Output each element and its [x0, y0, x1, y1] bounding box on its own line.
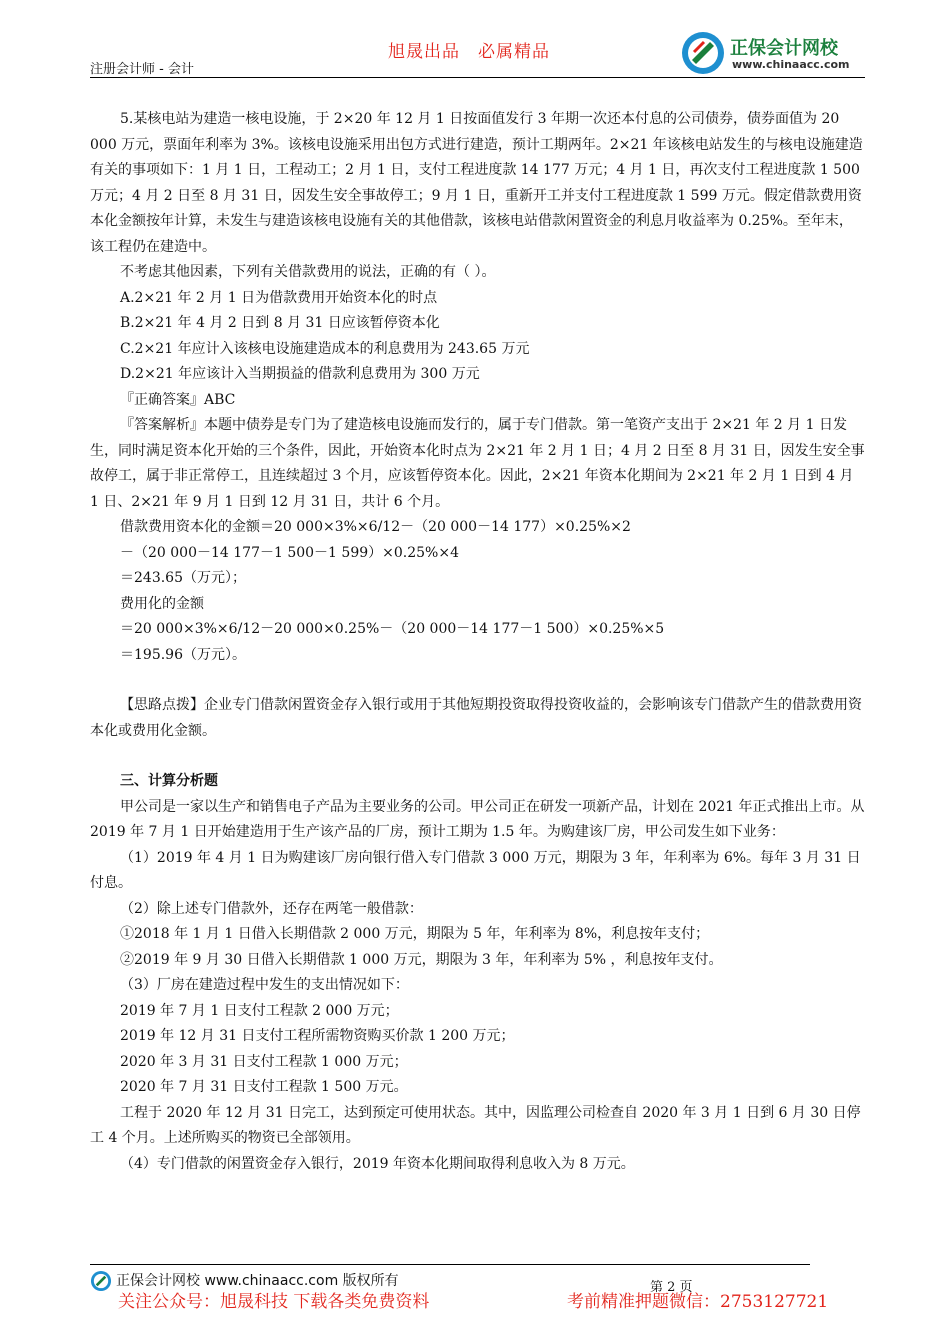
section-intro: 甲公司是一家以生产和销售电子产品为主要业务的公司。甲公司正在研发一项新产品，计划在 2021 年正式推出上市。从 2019 年 7 月 1 日开始建造用于生产该产品的厂房，预计工期为 1.5 年。为购建该厂房，甲公司发生如下业务：: [90, 798, 865, 840]
logo-name: 正保会计网校: [730, 38, 838, 59]
option-c: C.2×21 年应计入该核电设施建造成本的利息费用为 243.65 万元: [120, 340, 530, 357]
calc-line: －（20 000－14 177－1 500－1 599）×0.25%×4: [120, 544, 459, 561]
thinking-tip: 【思路点拨】企业专门借款闲置资金存入银行或用于其他短期投资取得投资收益的，会影响该专门借款产生的借款费用资本化或费用化金额。: [90, 697, 862, 739]
question-stem: 5.某核电站为建造一核电设施，于 2×20 年 12 月 1 日按面值发行 3 年期一次还本付息的公司债券，债券面值为 20 000 万元，票面年利率为 3%。该核电设施采用出包方式进行建造，预计工期两年。2×21 年该核电站发生的与核电设施建造有关的事项如下：1 月 1 日，工程动工；2 月 1 日，支付工程进度款 14 177 万元；4 月 1 日，再次支付工程进度款 1 500 万元；4 月 2 日至 8 月 31 日，因发生安全事故停工；9 月 1 日，重新开工并支付工程进度款 1 599 万元。假定借款费用资本化金额按年计算，未发生与建造该核电设施有关的其他借款，该核电站借款闲置资金的利息月收益率为 0.25%。至年末，该工程仍在建造中。: [90, 111, 863, 255]
question-prompt: 不考虑其他因素，下列有关借款费用的说法，正确的有（ ）。: [120, 264, 496, 280]
calc-line: ＝243.65（万元）；: [120, 570, 246, 586]
calc-line: 借款费用资本化的金额＝20 000×3%×6/12－（20 000－14 177）×0.25%×2: [120, 519, 631, 535]
business-item-2: （2）除上述专门借款外，还存在两笔一般借款：: [120, 900, 423, 917]
page-number: 第 2 页: [650, 1280, 693, 1295]
promo-right: 考前精准押题微信：2753127721: [567, 1292, 829, 1312]
payment-item: 2020 年 7 月 31 日支付工程款 1 500 万元。: [120, 1079, 408, 1095]
footer-logo-icon: [90, 1270, 112, 1292]
section-title: 三、计算分析题: [120, 773, 218, 789]
slogan-part-2: 必属精品: [478, 42, 550, 62]
business-item-1: （1）2019 年 4 月 1 日为购建该厂房向银行借入专门借款 3 000 万元，期限为 3 年，年利率为 6%。每年 3 月 31 日付息。: [90, 849, 861, 891]
document-body: [90, 107, 865, 1177]
option-d: D.2×21 年应该计入当期损益的借款利息费用为 300 万元: [120, 366, 480, 382]
correct-answer: 『正确答案』ABC: [120, 391, 236, 408]
brand-logo[interactable]: [680, 30, 880, 78]
payment-item: 2020 年 3 月 31 日支付工程款 1 000 万元；: [120, 1053, 408, 1070]
payment-item: 2019 年 12 月 31 日支付工程所需物资购买价款 1 200 万元；: [120, 1028, 515, 1044]
option-b: B.2×21 年 4 月 2 日到 8 月 31 日应该暂停资本化: [120, 315, 440, 331]
header-slogan: [388, 37, 568, 62]
answer-analysis: 『答案解析』本题中债券是专门为了建造核电设施而发行的，属于专门借款。第一笔资产支出于 2×21 年 2 月 1 日发生，同时满足资本化开始的三个条件，因此，开始资本化时点为 2×21 年 2 月 1 日；4 月 2 日至 8 月 31 日，因发生安全事故停工，属于非正常停工，且连续超过 3 个月，应该暂停资本化。因此，2×21 年资本化期间为 2×21 年 2 月 1 日到 4 月 1 日、2×21 年 9 月 1 日到 12 月 31 日，共计 6 个月。: [90, 417, 865, 510]
logo-emblem-icon: [680, 30, 726, 76]
business-item-3: （3）厂房在建造过程中发生的支出情况如下：: [120, 977, 409, 993]
promo-left: 关注公众号：旭晟科技 下载各类免费资料: [118, 1292, 430, 1312]
footer-divider: [90, 1264, 810, 1265]
payment-item: 2019 年 7 月 1 日支付工程款 2 000 万元；: [120, 1002, 399, 1019]
header-subject: 注册会计师 - 会计: [90, 62, 194, 77]
business-item-4: （4）专门借款的闲置资金存入银行，2019 年资本化期间取得利息收入为 8 万元。: [120, 1155, 635, 1172]
logo-url: www.chinaacc.com: [732, 58, 850, 71]
loan-item: ①2018 年 1 月 1 日借入长期借款 2 000 万元，期限为 5 年，年利率为 8%，利息按年支付；: [120, 926, 710, 942]
header-divider: [90, 77, 865, 78]
calc-line: ＝195.96（万元）。: [120, 646, 246, 663]
option-a: A.2×21 年 2 月 1 日为借款费用开始资本化的时点: [120, 289, 438, 306]
completion-note: 工程于 2020 年 12 月 31 日完工，达到预定可使用状态。其中，因监理公司检查自 2020 年 3 月 1 日到 6 月 30 日停工 4 个月。上述所购买的物资已全部领用。: [90, 1104, 861, 1146]
slogan-part-1: 旭晟出品: [388, 42, 460, 62]
copyright-text: 正保会计网校 www.chinaacc.com 版权所有: [116, 1273, 399, 1289]
calc-line: ＝20 000×3%×6/12－20 000×0.25%－（20 000－14 177－1 500）×0.25%×5: [120, 621, 665, 637]
loan-item: ②2019 年 9 月 30 日借入长期借款 1 000 万元，期限为 3 年，年利率为 5% ，利息按年支付。: [120, 951, 723, 968]
calc-line: 费用化的金额: [120, 595, 204, 612]
